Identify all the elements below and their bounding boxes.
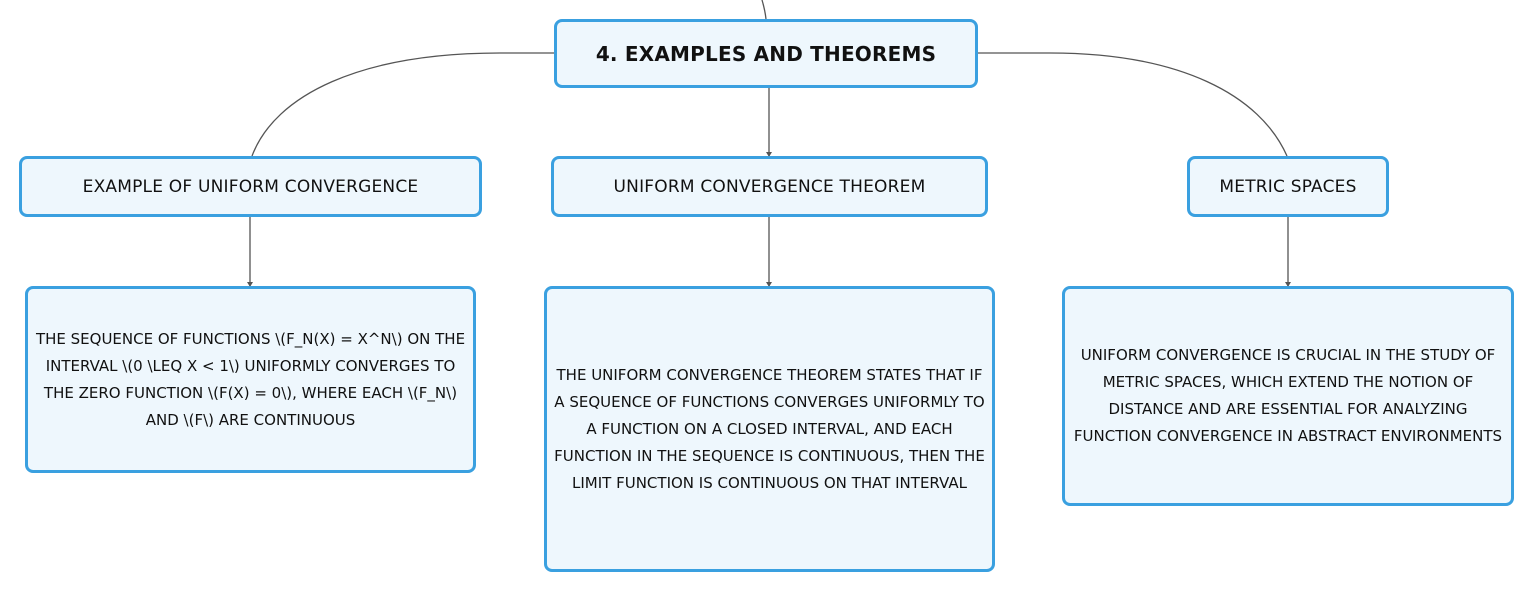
connector-root-to-metric	[978, 53, 1287, 156]
detail-node-text: UNIFORM CONVERGENCE IS CRUCIAL IN THE STUDY OF METRIC SPACES, WHICH EXTEND THE NOTION OF DISTANCE AND ARE ESSENTIAL FOR ANALYZING FUNCTION CONVERGENCE IN ABSTRACT ENVIRONMENTS	[1073, 346, 1503, 445]
root-node[interactable]	[554, 19, 978, 88]
root-node-label: 4. EXAMPLES AND THEOREMS	[595, 41, 937, 66]
detail-node-metric-spaces[interactable]	[1062, 286, 1514, 506]
detail-node-uniform-convergence-theorem[interactable]	[544, 286, 995, 572]
detail-node-text: THE SEQUENCE OF FUNCTIONS \(F_N(X) = X^N\) ON THE INTERVAL \(0 \LEQ X < 1\) UNIFORMLY CONVERGES TO THE ZERO FUNCTION \(F(X) = 0\), WHERE EACH \(F_N\) AND \(F\) ARE CONTINUOUS	[35, 329, 466, 429]
topic-node-label: EXAMPLE OF UNIFORM CONVERGENCE	[82, 176, 419, 197]
topic-node-metric-spaces[interactable]	[1187, 156, 1389, 217]
topic-node-uniform-convergence-theorem[interactable]	[551, 156, 988, 217]
connector-root-to-example	[252, 53, 554, 156]
topic-node-label: UNIFORM CONVERGENCE THEOREM	[613, 176, 926, 197]
topic-node-example-of-uniform-convergence[interactable]	[19, 156, 482, 217]
detail-node-text: THE UNIFORM CONVERGENCE THEOREM STATES THAT IF A SEQUENCE OF FUNCTIONS CONVERGES UNIFORMLY TO A FUNCTION ON A CLOSED INTERVAL, AND EACH FUNCTION IN THE SEQUENCE IS CONTINUOUS, THEN THE LIMIT FUNCTION IS CONTINUOUS ON THAT INTERVAL	[554, 365, 985, 492]
detail-node-example-of-uniform-convergence[interactable]	[25, 286, 476, 473]
connector-parent-to-root	[762, 0, 766, 19]
topic-node-label: METRIC SPACES	[1219, 176, 1357, 197]
